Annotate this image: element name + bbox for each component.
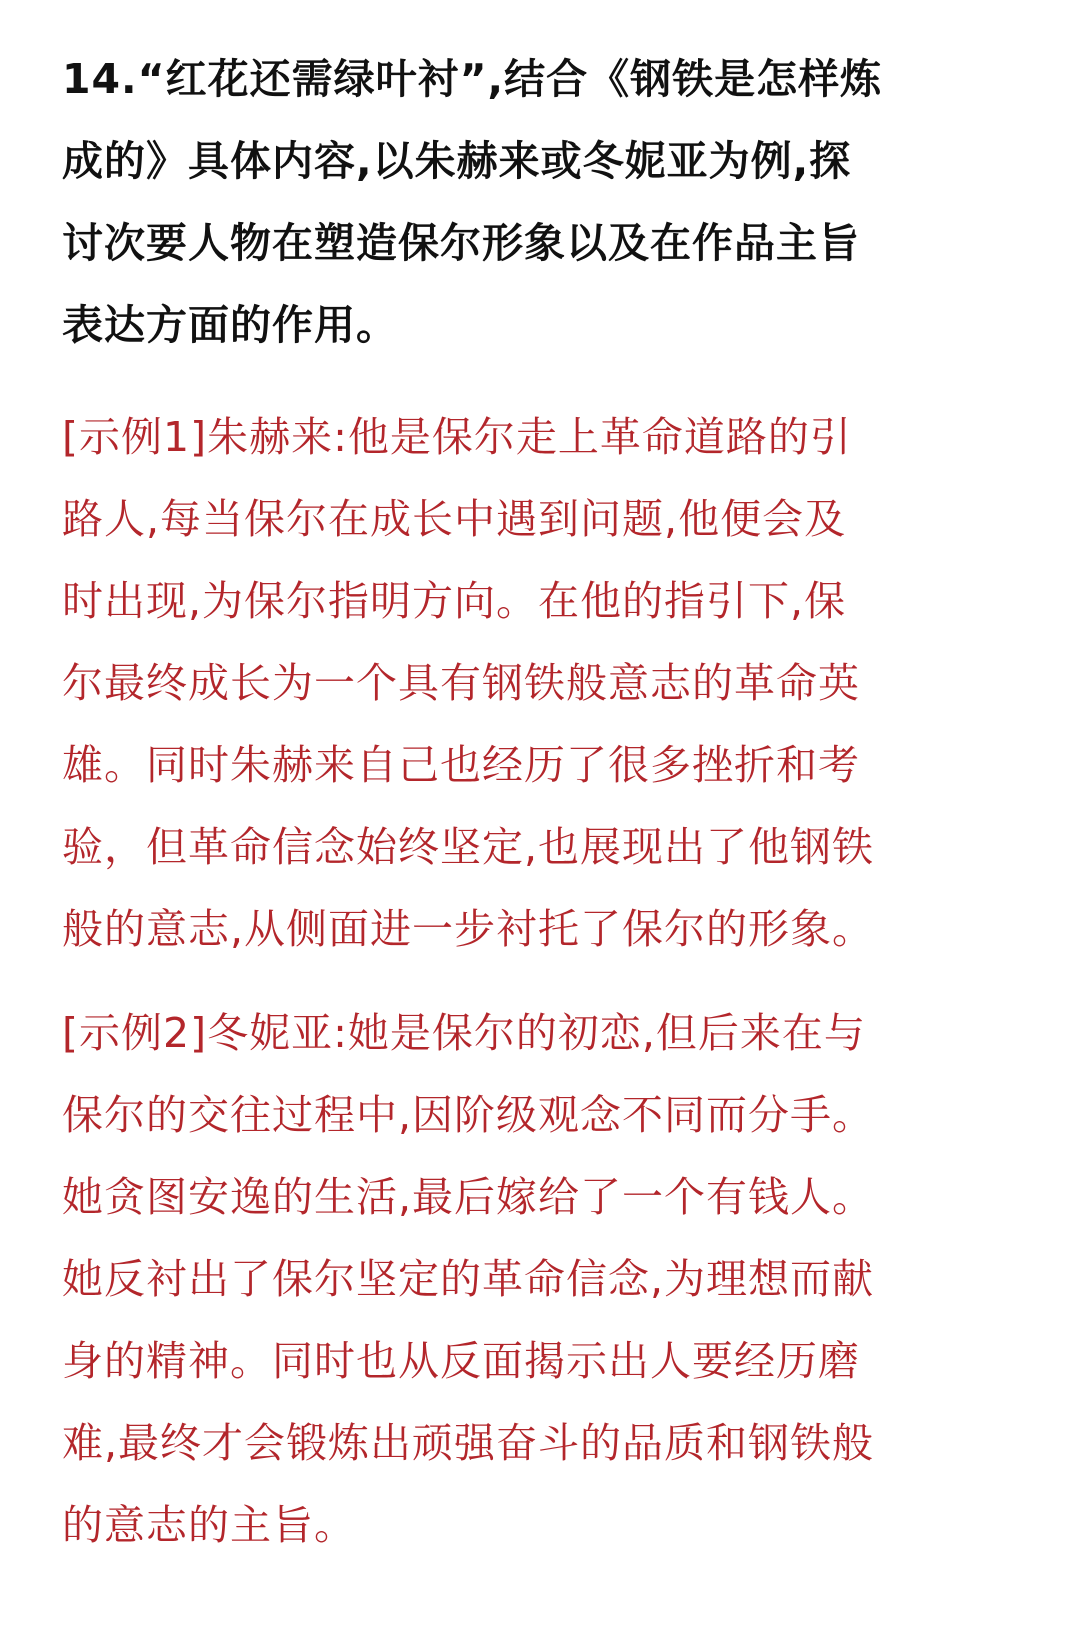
example-2-line: [示例2]冬妮亚:她是保尔的初恋,但后来在与 [62,1009,866,1057]
question-text [62,38,1014,366]
question-line: 讨次要人物在塑造保尔形象以及在作品主旨 [62,219,860,267]
example-2-answer [62,992,1014,1566]
example-2-line: 难,最终才会锻炼出顽强奋斗的品质和钢铁般 [62,1419,875,1467]
example-1-line: [示例1]朱赫来:他是保尔走上革命道路的引 [62,413,852,461]
example-1-line: 般的意志,从侧面进一步衬托了保尔的形象。 [62,905,875,953]
example-1-line: 雄。同时朱赫来自己也经历了很多挫折和考 [62,741,860,789]
example-2-line: 的意志的主旨。 [62,1501,356,1549]
example-1-line: 路人,每当保尔在成长中遇到问题,他便会及 [62,495,847,543]
example-2-line: 她贪图安逸的生活,最后嫁给了一个有钱人。 [62,1173,875,1221]
question-line: 成的》具体内容,以朱赫来或冬妮亚为例,探 [62,137,852,185]
example-2-line: 身的精神。同时也从反面揭示出人要经历磨 [62,1337,860,1385]
example-1-line: 时出现,为保尔指明方向。在他的指引下,保 [62,577,847,625]
example-1-answer [62,396,1014,970]
question-line: 表达方面的作用。 [62,301,398,349]
example-1-line: 尔最终成长为一个具有钢铁般意志的革命英 [62,659,860,707]
example-1-line: 验，但革命信念始终坚定,也展现出了他钢铁 [62,823,875,871]
example-2-line: 她反衬出了保尔坚定的革命信念,为理想而献 [62,1255,875,1303]
example-2-line: 保尔的交往过程中,因阶级观念不同而分手。 [62,1091,875,1139]
question-line: 14.“红花还需绿叶衬”,结合《钢铁是怎样炼 [62,55,883,103]
